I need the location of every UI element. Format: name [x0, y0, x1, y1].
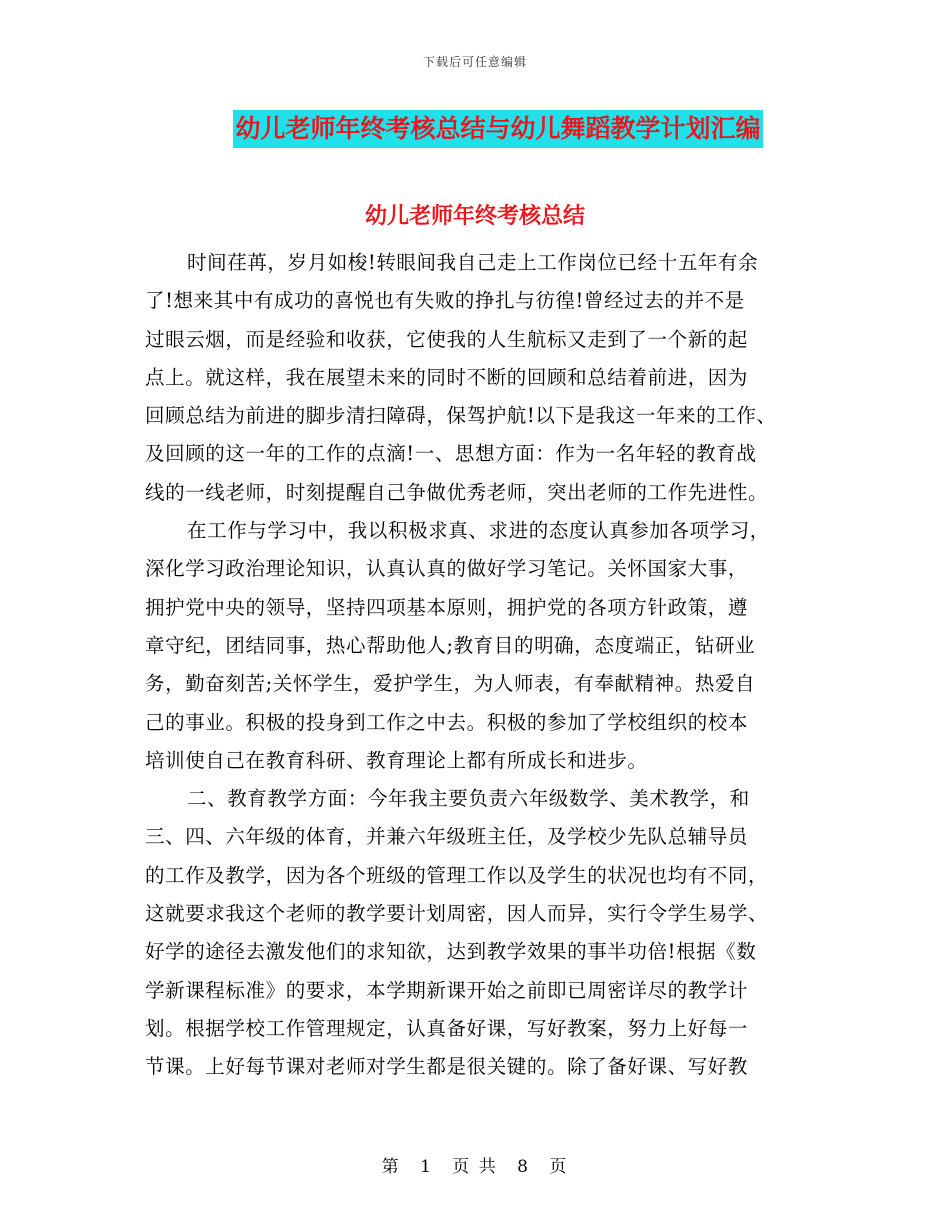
main-title-wrap	[0, 110, 950, 148]
footer-page-number: 1	[420, 1157, 433, 1177]
paragraph-line: 时间荏苒，岁月如梭!转眼间我自己走上工作岗位已经十五年有余	[187, 251, 759, 274]
header-note: 下载后可任意编辑	[422, 55, 527, 69]
paragraph-line: 二、教育教学方面：今年我主要负责六年级数学、美术教学，和	[187, 787, 750, 811]
paragraph-line: 划。根据学校工作管理规定，认真备好课，写好教案，努力上好每一	[145, 1016, 749, 1040]
paragraph-line: 及回顾的这一年的工作的点滴!一、思想方面：作为一名年轻的教育战	[145, 442, 757, 466]
body-text	[145, 244, 815, 1087]
paragraph-line: 了!想来其中有成功的喜悦也有失败的挣扎与彷徨!曾经过去的并不是	[145, 289, 745, 313]
footer-middle: 页 共	[452, 1157, 498, 1177]
section-title: 幼儿老师年终考核总结	[364, 204, 585, 229]
paragraph-line: 己的事业。积极的投身到工作之中去。积极的参加了学校组织的校本	[145, 710, 749, 734]
footer-total-pages: 8	[517, 1157, 530, 1177]
paragraph-line: 过眼云烟，而是经验和收获，它使我的人生航标又走到了一个新的起	[145, 327, 749, 351]
paragraph-line: 培训使自己在教育科研、教育理论上都有所成长和进步。	[145, 748, 648, 772]
paragraph-line: 这就要求我这个老师的教学要计划周密，因人而异，实行令学生易学、	[145, 902, 769, 926]
footer-suffix: 页	[549, 1157, 569, 1177]
paragraph-line: 学新课程标准》的要求，本学期新课开始之前即已周密详尽的教学计	[145, 978, 749, 1002]
paragraph-line: 三、四、六年级的体育，并兼六年级班主任，及学校少先队总辅导员	[145, 825, 749, 849]
paragraph-line: 好学的途径去激发他们的求知欲，达到教学效果的事半功倍!根据《数	[145, 940, 757, 964]
paragraph-line: 章守纪，团结同事，热心帮助他人;教育目的明确，态度端正，钻研业	[145, 633, 756, 657]
paragraph-line: 的工作及教学，因为各个班级的管理工作以及学生的状况也均有不同，	[145, 863, 769, 887]
paragraph-line: 深化学习政治理论知识，认真认真的做好学习笔记。关怀国家大事，	[145, 557, 749, 581]
paragraph-line: 在工作与学习中，我以积极求真、求进的态度认真参加各项学习，	[187, 519, 770, 543]
paragraph-line: 线的一线老师，时刻提醒自己争做优秀老师，突出老师的工作先进性。	[145, 480, 769, 504]
main-title: 幼儿老师年终考核总结与幼儿舞蹈教学计划汇编	[233, 110, 762, 148]
page-footer	[0, 1152, 950, 1177]
paragraph-line: 拥护党中央的领导，坚持四项基本原则，拥护党的各项方针政策，遵	[145, 595, 749, 619]
paragraph-line: 节课。上好每节课对老师对学生都是很关键的。除了备好课、写好教	[145, 1055, 749, 1079]
footer-prefix: 第	[381, 1157, 401, 1177]
paragraph-line: 回顾总结为前进的脚步清扫障碍，保驾护航!以下是我这一年来的工作、	[145, 404, 777, 428]
paragraph-line: 点上。就这样，我在展望未来的同时不断的回顾和总结着前进，因为	[145, 365, 749, 389]
paragraph-line: 务，勤奋刻苦;关怀学生，爱护学生，为人师表，有奉献精神。热爱自	[145, 672, 756, 696]
